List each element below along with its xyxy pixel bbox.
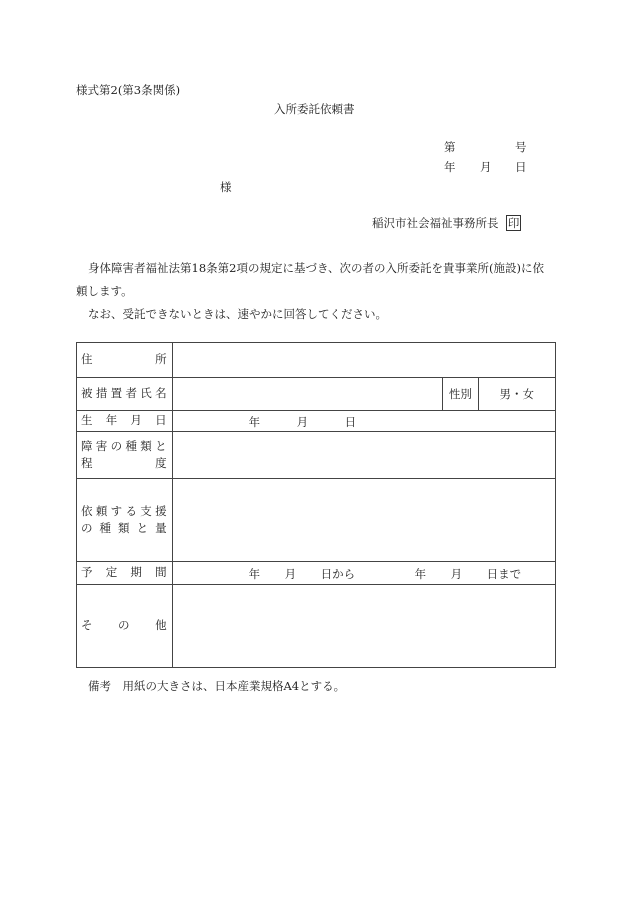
document-title: 入所委託依頼書 xyxy=(274,102,355,116)
period-to-day: 日まで xyxy=(486,567,522,581)
period-from-year: 年 xyxy=(248,567,261,581)
label-disability-2: 程度 xyxy=(81,456,168,470)
sender-name: 稲沢市社会福祉事務所長 xyxy=(372,216,499,230)
period-from-month: 月 xyxy=(284,567,297,581)
seal-mark: 印 xyxy=(507,216,520,230)
field-sex[interactable]: 男・女 xyxy=(478,378,556,411)
addressee-suffix: 様 xyxy=(220,180,232,194)
request-form-table xyxy=(76,342,556,668)
ref-no-prefix: 第 xyxy=(444,140,456,154)
row-disability xyxy=(77,432,556,479)
form-number: 様式第2(第3条関係) xyxy=(76,83,181,97)
row-support xyxy=(77,479,556,562)
label-period: 予定期間 xyxy=(77,562,173,585)
birth-day: 日 xyxy=(344,415,357,429)
sender xyxy=(372,218,521,230)
row-name xyxy=(77,378,556,411)
field-support[interactable] xyxy=(172,479,555,562)
period-to-year: 年 xyxy=(414,567,427,581)
birth-month: 月 xyxy=(296,415,309,429)
field-address[interactable] xyxy=(172,343,555,378)
field-other[interactable] xyxy=(172,585,555,668)
ref-no-suffix: 号 xyxy=(515,140,527,154)
row-other xyxy=(77,585,556,668)
body-line-2: 頼します。 xyxy=(76,284,133,298)
body-line-1: 身体障害者福祉法第18条第2項の規定に基づき、次の者の入所委託を貴事業所(施設)に依 xyxy=(88,261,544,275)
label-support xyxy=(77,479,173,562)
label-sex: 性別 xyxy=(443,378,478,411)
field-disability[interactable] xyxy=(172,432,555,479)
birth-year: 年 xyxy=(248,415,261,429)
label-disability xyxy=(77,432,173,479)
label-disability-1: 障害の種類と xyxy=(81,438,168,453)
field-birth[interactable] xyxy=(172,411,555,432)
field-name[interactable] xyxy=(172,378,443,411)
body-line-3: なお、受託できないときは、速やかに回答してください。 xyxy=(88,307,387,321)
label-other: その他 xyxy=(77,585,173,668)
label-address: 住所 xyxy=(77,343,173,378)
note: 備考 用紙の大きさは、日本産業規格A4とする。 xyxy=(88,679,346,693)
label-name: 被措置者氏名 xyxy=(77,378,173,411)
date-month: 月 xyxy=(480,160,492,174)
period-to-month: 月 xyxy=(450,567,463,581)
date-year: 年 xyxy=(444,160,456,174)
period-from-day: 日から xyxy=(320,567,356,581)
date-day: 日 xyxy=(515,160,527,174)
label-support-1: 依頼する支援 xyxy=(81,503,168,518)
row-address xyxy=(77,343,556,378)
row-period xyxy=(77,562,556,585)
row-birth xyxy=(77,411,556,432)
label-birth: 生年月日 xyxy=(77,411,173,432)
field-period[interactable] xyxy=(172,562,555,585)
label-support-2: の種類と量 xyxy=(81,521,168,535)
